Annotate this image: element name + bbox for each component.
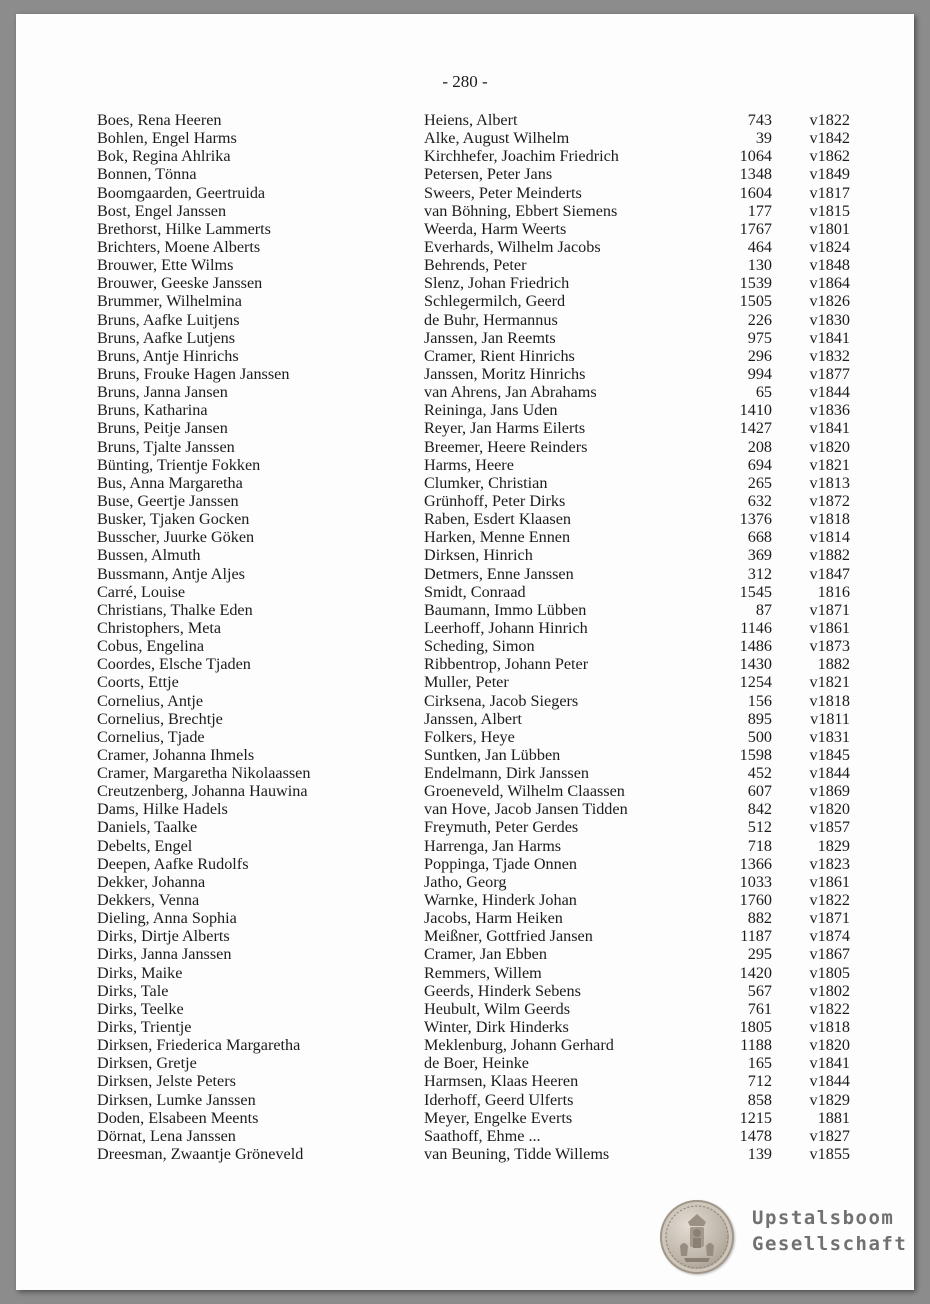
person-name: Bruns, Frouke Hagen Janssen bbox=[97, 364, 290, 383]
person-name: Coorts, Ettje bbox=[97, 673, 179, 692]
entry-number: 1598 bbox=[739, 745, 772, 764]
entry-number: 1188 bbox=[740, 1036, 772, 1055]
person-name: Bussmann, Antje Aljes bbox=[97, 564, 245, 583]
entry-year: v1877 bbox=[809, 364, 850, 383]
upstalsboom-logo bbox=[660, 1200, 908, 1278]
list-item bbox=[16, 401, 914, 419]
person-name: Dirks, Maike bbox=[97, 963, 183, 982]
list-item bbox=[16, 474, 914, 492]
spouse-name: Clumker, Christian bbox=[424, 473, 548, 492]
entry-year: v1831 bbox=[809, 727, 850, 746]
entry-number: 1254 bbox=[739, 673, 772, 692]
spouse-name: Behrends, Peter bbox=[424, 256, 527, 275]
person-name: Bruns, Janna Jansen bbox=[97, 383, 228, 402]
entry-number: 712 bbox=[747, 1072, 772, 1091]
entry-year: v1802 bbox=[809, 981, 850, 1000]
entry-year: v1871 bbox=[809, 600, 850, 619]
person-name: Cramer, Johanna Ihmels bbox=[97, 745, 255, 764]
list-item bbox=[16, 855, 914, 873]
person-name: Deepen, Aafke Rudolfs bbox=[97, 854, 249, 873]
person-name: Brethorst, Hilke Lammerts bbox=[97, 219, 271, 238]
spouse-name: Smidt, Conraad bbox=[424, 582, 526, 601]
person-name: Buse, Geertje Janssen bbox=[97, 491, 239, 510]
list-item bbox=[16, 292, 914, 310]
person-name: Debelts, Engel bbox=[97, 836, 193, 855]
person-name: Cornelius, Brechtje bbox=[97, 709, 223, 728]
list-item bbox=[16, 655, 914, 673]
entry-year: v1820 bbox=[809, 800, 850, 819]
entry-number: 607 bbox=[747, 782, 772, 801]
spouse-name: Janssen, Moritz Hinrichs bbox=[424, 364, 586, 383]
list-item bbox=[16, 1000, 914, 1018]
entry-number: 858 bbox=[747, 1090, 772, 1109]
spouse-name: van Ahrens, Jan Abrahams bbox=[424, 383, 597, 402]
spouse-name: Warnke, Hinderk Johan bbox=[424, 891, 577, 910]
entry-year: v1821 bbox=[809, 455, 850, 474]
person-name: Cramer, Margaretha Nikolaassen bbox=[97, 764, 311, 783]
entry-year: v1869 bbox=[809, 782, 850, 801]
entry-year: v1862 bbox=[809, 147, 850, 166]
person-name: Dirks, Trientje bbox=[97, 1018, 192, 1037]
entry-number: 882 bbox=[747, 909, 772, 928]
person-name: Brouwer, Ette Wilms bbox=[97, 256, 234, 275]
entry-number: 1376 bbox=[739, 510, 772, 529]
entry-year: v1822 bbox=[809, 111, 850, 129]
person-name: Dreesman, Zwaantje Gröneveld bbox=[97, 1145, 304, 1164]
entry-number: 1348 bbox=[739, 165, 772, 184]
list-item bbox=[16, 419, 914, 437]
person-name: Cobus, Engelina bbox=[97, 637, 205, 656]
entry-number: 668 bbox=[747, 528, 772, 547]
person-name: Dirksen, Friederica Margaretha bbox=[97, 1036, 301, 1055]
list-item bbox=[16, 165, 914, 183]
entry-year: v1820 bbox=[809, 437, 850, 456]
entry-number: 1486 bbox=[739, 637, 772, 656]
list-item bbox=[16, 528, 914, 546]
entry-number: 842 bbox=[747, 800, 772, 819]
list-item bbox=[16, 764, 914, 782]
person-name: Coordes, Elsche Tjaden bbox=[97, 655, 251, 674]
person-name: Brouwer, Geeske Janssen bbox=[97, 274, 263, 293]
entry-number: 464 bbox=[747, 237, 772, 256]
entry-number: 500 bbox=[747, 727, 772, 746]
spouse-name: Harmsen, Klaas Heeren bbox=[424, 1072, 579, 1091]
entry-number: 975 bbox=[747, 328, 772, 347]
list-item bbox=[16, 945, 914, 963]
entry-year: v1845 bbox=[809, 745, 850, 764]
person-name: Dörnat, Lena Janssen bbox=[97, 1126, 236, 1145]
list-item bbox=[16, 438, 914, 456]
person-name: Dams, Hilke Hadels bbox=[97, 800, 228, 819]
spouse-name: Folkers, Heye bbox=[424, 727, 515, 746]
entry-number: 156 bbox=[747, 691, 772, 710]
spouse-name: Sweers, Peter Meinderts bbox=[424, 183, 582, 202]
entry-number: 994 bbox=[747, 364, 772, 383]
person-name: Dekker, Johanna bbox=[97, 872, 206, 891]
list-item bbox=[16, 492, 914, 510]
entry-number: 694 bbox=[747, 455, 772, 474]
list-item bbox=[16, 1127, 914, 1145]
spouse-name: van Beuning, Tidde Willems bbox=[424, 1145, 610, 1164]
entry-number: 452 bbox=[747, 764, 772, 783]
person-name: Creutzenberg, Johanna Hauwina bbox=[97, 782, 308, 801]
person-name: Cornelius, Tjade bbox=[97, 727, 205, 746]
entry-year: 1881 bbox=[817, 1108, 850, 1127]
spouse-name: van Böhning, Ebbert Siemens bbox=[424, 201, 618, 220]
entry-number: 1064 bbox=[739, 147, 772, 166]
list-item bbox=[16, 111, 914, 129]
list-item bbox=[16, 147, 914, 165]
entry-year: v1832 bbox=[809, 346, 850, 365]
brand-line-1: Upstalsboom bbox=[752, 1207, 895, 1229]
entry-year: v1814 bbox=[809, 528, 850, 547]
list-item bbox=[16, 837, 914, 855]
entry-number: 1410 bbox=[739, 401, 772, 420]
entry-year: v1844 bbox=[809, 764, 850, 783]
entry-number: 369 bbox=[747, 546, 772, 565]
person-name: Carré, Louise bbox=[97, 582, 186, 601]
person-name: Bok, Regina Ahlrika bbox=[97, 147, 231, 166]
entry-number: 1767 bbox=[739, 219, 772, 238]
entry-number: 265 bbox=[747, 473, 772, 492]
entry-year: v1841 bbox=[809, 419, 850, 438]
entry-year: v1861 bbox=[809, 618, 850, 637]
entry-year: v1864 bbox=[809, 274, 850, 293]
spouse-name: Slenz, Johan Friedrich bbox=[424, 274, 570, 293]
entry-number: 1366 bbox=[739, 854, 772, 873]
person-name: Dirksen, Jelste Peters bbox=[97, 1072, 236, 1091]
entry-number: 130 bbox=[747, 256, 772, 275]
spouse-name: Weerda, Harm Weerts bbox=[424, 219, 567, 238]
person-name: Bost, Engel Janssen bbox=[97, 201, 227, 220]
spouse-name: Kirchhefer, Joachim Friedrich bbox=[424, 147, 619, 166]
entry-year: v1820 bbox=[809, 1036, 850, 1055]
list-item bbox=[16, 456, 914, 474]
spouse-name: Winter, Dirk Hinderks bbox=[424, 1018, 569, 1037]
spouse-name: Cramer, Rient Hinrichs bbox=[424, 346, 575, 365]
spouse-name: de Boer, Heinke bbox=[424, 1054, 529, 1073]
spouse-name: Remmers, Willem bbox=[424, 963, 542, 982]
entry-year: 1816 bbox=[817, 582, 850, 601]
person-name: Bruns, Tjalte Janssen bbox=[97, 437, 235, 456]
person-name: Bus, Anna Margaretha bbox=[97, 473, 243, 492]
entry-year: v1817 bbox=[809, 183, 850, 202]
entry-year: v1818 bbox=[809, 510, 850, 529]
person-name: Busker, Tjaken Gocken bbox=[97, 510, 250, 529]
list-item bbox=[16, 619, 914, 637]
person-name: Bonnen, Tönna bbox=[97, 165, 197, 184]
entry-year: v1848 bbox=[809, 256, 850, 275]
entry-number: 1478 bbox=[739, 1126, 772, 1145]
list-item bbox=[16, 583, 914, 601]
entry-year: v1829 bbox=[809, 1090, 850, 1109]
spouse-name: Reyer, Jan Harms Eilerts bbox=[424, 419, 586, 438]
person-name: Dirks, Teelke bbox=[97, 999, 184, 1018]
list-item bbox=[16, 782, 914, 800]
entry-year: v1871 bbox=[809, 909, 850, 928]
person-name: Busscher, Juurke Göken bbox=[97, 528, 255, 547]
entry-number: 743 bbox=[747, 111, 772, 129]
entry-year: v1874 bbox=[809, 927, 850, 946]
list-item bbox=[16, 1145, 914, 1163]
spouse-name: Muller, Peter bbox=[424, 673, 509, 692]
list-item bbox=[16, 383, 914, 401]
person-name: Bruns, Antje Hinrichs bbox=[97, 346, 239, 365]
list-item bbox=[16, 220, 914, 238]
entry-number: 1427 bbox=[739, 419, 772, 438]
entry-number: 1539 bbox=[739, 274, 772, 293]
entry-year: v1882 bbox=[809, 546, 850, 565]
spouse-name: Saathoff, Ehme ... bbox=[424, 1126, 541, 1145]
entry-number: 761 bbox=[747, 999, 772, 1018]
person-name: Boes, Rena Heeren bbox=[97, 111, 222, 129]
list-item bbox=[16, 546, 914, 564]
entry-number: 295 bbox=[747, 945, 772, 964]
entry-number: 1505 bbox=[739, 292, 772, 311]
list-item bbox=[16, 1091, 914, 1109]
spouse-name: Leerhoff, Johann Hinrich bbox=[424, 618, 588, 637]
entry-year: v1813 bbox=[809, 473, 850, 492]
list-item bbox=[16, 818, 914, 836]
list-item bbox=[16, 365, 914, 383]
entry-number: 895 bbox=[747, 709, 772, 728]
list-item bbox=[16, 256, 914, 274]
list-item bbox=[16, 800, 914, 818]
entry-year: 1829 bbox=[817, 836, 850, 855]
person-name: Dirks, Janna Janssen bbox=[97, 945, 232, 964]
entry-year: v1861 bbox=[809, 872, 850, 891]
entry-year: v1841 bbox=[809, 1054, 850, 1073]
spouse-name: Cramer, Jan Ebben bbox=[424, 945, 547, 964]
entry-number: 1215 bbox=[739, 1108, 772, 1127]
entry-number: 208 bbox=[747, 437, 772, 456]
spouse-name: Meklenburg, Johann Gerhard bbox=[424, 1036, 614, 1055]
person-name: Bruns, Katharina bbox=[97, 401, 208, 420]
entry-year: v1824 bbox=[809, 237, 850, 256]
spouse-name: Heiens, Albert bbox=[424, 111, 518, 129]
entry-year: v1818 bbox=[809, 691, 850, 710]
list-item bbox=[16, 964, 914, 982]
entry-number: 1187 bbox=[740, 927, 772, 946]
person-name: Dirks, Dirtje Alberts bbox=[97, 927, 230, 946]
spouse-name: Scheding, Simon bbox=[424, 637, 535, 656]
entry-number: 165 bbox=[747, 1054, 772, 1073]
entry-number: 1146 bbox=[740, 618, 772, 637]
list-item bbox=[16, 873, 914, 891]
spouse-name: Dirksen, Hinrich bbox=[424, 546, 533, 565]
entry-year: v1842 bbox=[809, 129, 850, 148]
entry-number: 1545 bbox=[739, 582, 772, 601]
spouse-name: Reininga, Jans Uden bbox=[424, 401, 558, 420]
entry-year: v1801 bbox=[809, 219, 850, 238]
entry-number: 1604 bbox=[739, 183, 772, 202]
entry-year: v1822 bbox=[809, 999, 850, 1018]
spouse-name: Detmers, Enne Janssen bbox=[424, 564, 574, 583]
spouse-name: de Buhr, Hermannus bbox=[424, 310, 558, 329]
spouse-name: Breemer, Heere Reinders bbox=[424, 437, 588, 456]
person-name: Bruns, Aafke Lutjens bbox=[97, 328, 236, 347]
entry-number: 296 bbox=[747, 346, 772, 365]
person-name: Dirksen, Lumke Janssen bbox=[97, 1090, 256, 1109]
entry-number: 39 bbox=[755, 129, 772, 148]
list-item bbox=[16, 746, 914, 764]
entry-year: v1822 bbox=[809, 891, 850, 910]
entry-number: 312 bbox=[747, 564, 772, 583]
list-item bbox=[16, 202, 914, 220]
list-item bbox=[16, 184, 914, 202]
person-name: Bünting, Trientje Fokken bbox=[97, 455, 261, 474]
entry-year: v1867 bbox=[809, 945, 850, 964]
entry-year: v1847 bbox=[809, 564, 850, 583]
brand-name bbox=[752, 1205, 907, 1257]
person-name: Bruns, Peitje Jansen bbox=[97, 419, 228, 438]
person-name: Christophers, Meta bbox=[97, 618, 222, 637]
spouse-name: Poppinga, Tjade Onnen bbox=[424, 854, 578, 873]
entry-year: v1872 bbox=[809, 491, 850, 510]
spouse-name: Meyer, Engelke Everts bbox=[424, 1108, 573, 1127]
spouse-name: Jacobs, Harm Heiken bbox=[424, 909, 563, 928]
list-item bbox=[16, 274, 914, 292]
spouse-name: Freymuth, Peter Gerdes bbox=[424, 818, 579, 837]
spouse-name: Groeneveld, Wilhelm Claassen bbox=[424, 782, 625, 801]
list-item bbox=[16, 329, 914, 347]
spouse-name: Harms, Heere bbox=[424, 455, 514, 474]
spouse-name: Jatho, Georg bbox=[424, 872, 507, 891]
entry-year: v1857 bbox=[809, 818, 850, 837]
spouse-name: Cirksena, Jacob Siegers bbox=[424, 691, 579, 710]
entry-year: v1811 bbox=[810, 709, 850, 728]
list-item bbox=[16, 601, 914, 619]
spouse-name: Ribbentrop, Johann Peter bbox=[424, 655, 589, 674]
entry-number: 1430 bbox=[739, 655, 772, 674]
spouse-name: Harrenga, Jan Harms bbox=[424, 836, 562, 855]
entry-number: 1420 bbox=[739, 963, 772, 982]
entry-year: v1823 bbox=[809, 854, 850, 873]
spouse-name: Harken, Menne Ennen bbox=[424, 528, 571, 547]
entry-year: v1805 bbox=[809, 963, 850, 982]
entry-year: v1844 bbox=[809, 1072, 850, 1091]
list-item bbox=[16, 238, 914, 256]
list-item bbox=[16, 710, 914, 728]
person-name: Dekkers, Venna bbox=[97, 891, 200, 910]
entry-number: 1760 bbox=[739, 891, 772, 910]
marriage-index-list bbox=[16, 111, 914, 1163]
entry-year: v1844 bbox=[809, 383, 850, 402]
spouse-name: Alke, August Wilhelm bbox=[424, 129, 570, 148]
spouse-name: Suntken, Jan Lübben bbox=[424, 745, 561, 764]
list-item bbox=[16, 565, 914, 583]
person-name: Bohlen, Engel Harms bbox=[97, 129, 237, 148]
entry-number: 139 bbox=[747, 1145, 772, 1164]
person-name: Cornelius, Antje bbox=[97, 691, 204, 710]
upstalsboom-seal-icon bbox=[660, 1200, 734, 1274]
entry-number: 226 bbox=[747, 310, 772, 329]
entry-year: v1849 bbox=[809, 165, 850, 184]
list-item bbox=[16, 311, 914, 329]
list-item bbox=[16, 510, 914, 528]
entry-number: 718 bbox=[747, 836, 772, 855]
person-name: Boomgaarden, Geertruida bbox=[97, 183, 266, 202]
entry-year: v1841 bbox=[809, 328, 850, 347]
entry-year: v1815 bbox=[809, 201, 850, 220]
person-name: Dirksen, Gretje bbox=[97, 1054, 197, 1073]
entry-year: v1836 bbox=[809, 401, 850, 420]
person-name: Dirks, Tale bbox=[97, 981, 169, 1000]
spouse-name: Janssen, Jan Reemts bbox=[424, 328, 556, 347]
person-name: Doden, Elsabeen Meents bbox=[97, 1108, 259, 1127]
spouse-name: Everhards, Wilhelm Jacobs bbox=[424, 237, 601, 256]
spouse-name: Endelmann, Dirk Janssen bbox=[424, 764, 589, 783]
entry-number: 632 bbox=[747, 491, 772, 510]
entry-year: 1882 bbox=[817, 655, 850, 674]
spouse-name: Janssen, Albert bbox=[424, 709, 523, 728]
spouse-name: Meißner, Gottfried Jansen bbox=[424, 927, 593, 946]
entry-year: v1818 bbox=[809, 1018, 850, 1037]
spouse-name: Grünhoff, Peter Dirks bbox=[424, 491, 566, 510]
list-item bbox=[16, 1054, 914, 1072]
person-name: Bussen, Almuth bbox=[97, 546, 201, 565]
document-page bbox=[16, 14, 914, 1290]
entry-number: 512 bbox=[747, 818, 772, 837]
list-item bbox=[16, 1072, 914, 1090]
list-item bbox=[16, 891, 914, 909]
entry-number: 177 bbox=[747, 201, 772, 220]
list-item bbox=[16, 129, 914, 147]
page-number: - 280 - bbox=[442, 72, 488, 91]
person-name: Dieling, Anna Sophia bbox=[97, 909, 237, 928]
spouse-name: Geerds, Hinderk Sebens bbox=[424, 981, 581, 1000]
entry-number: 1033 bbox=[739, 872, 772, 891]
entry-number: 87 bbox=[755, 600, 772, 619]
list-item bbox=[16, 982, 914, 1000]
entry-year: v1826 bbox=[809, 292, 850, 311]
person-name: Brichters, Moene Alberts bbox=[97, 237, 261, 256]
spouse-name: Petersen, Peter Jans bbox=[424, 165, 553, 184]
list-item bbox=[16, 1109, 914, 1127]
entry-year: v1830 bbox=[809, 310, 850, 329]
entry-year: v1855 bbox=[809, 1145, 850, 1164]
spouse-name: Heubult, Wilm Geerds bbox=[424, 999, 571, 1018]
spouse-name: Schlegermilch, Geerd bbox=[424, 292, 566, 311]
person-name: Daniels, Taalke bbox=[97, 818, 198, 837]
entry-number: 567 bbox=[747, 981, 772, 1000]
list-item bbox=[16, 1036, 914, 1054]
person-name: Brummer, Wilhelmina bbox=[97, 292, 242, 311]
spouse-name: van Hove, Jacob Jansen Tidden bbox=[424, 800, 628, 819]
list-item bbox=[16, 347, 914, 365]
list-item bbox=[16, 637, 914, 655]
list-item bbox=[16, 673, 914, 691]
list-item bbox=[16, 728, 914, 746]
spouse-name: Raben, Esdert Klaasen bbox=[424, 510, 571, 529]
person-name: Christians, Thalke Eden bbox=[97, 600, 253, 619]
entry-year: v1827 bbox=[809, 1126, 850, 1145]
list-item bbox=[16, 909, 914, 927]
spouse-name: Iderhoff, Geerd Ulferts bbox=[424, 1090, 574, 1109]
entry-number: 1805 bbox=[739, 1018, 772, 1037]
list-item bbox=[16, 927, 914, 945]
entry-number: 65 bbox=[755, 383, 772, 402]
person-name: Bruns, Aafke Luitjens bbox=[97, 310, 240, 329]
list-item bbox=[16, 692, 914, 710]
brand-line-2: Gesellschaft bbox=[752, 1233, 908, 1255]
entry-year: v1821 bbox=[809, 673, 850, 692]
entry-year: v1873 bbox=[809, 637, 850, 656]
spouse-name: Baumann, Immo Lübben bbox=[424, 600, 587, 619]
list-item bbox=[16, 1018, 914, 1036]
